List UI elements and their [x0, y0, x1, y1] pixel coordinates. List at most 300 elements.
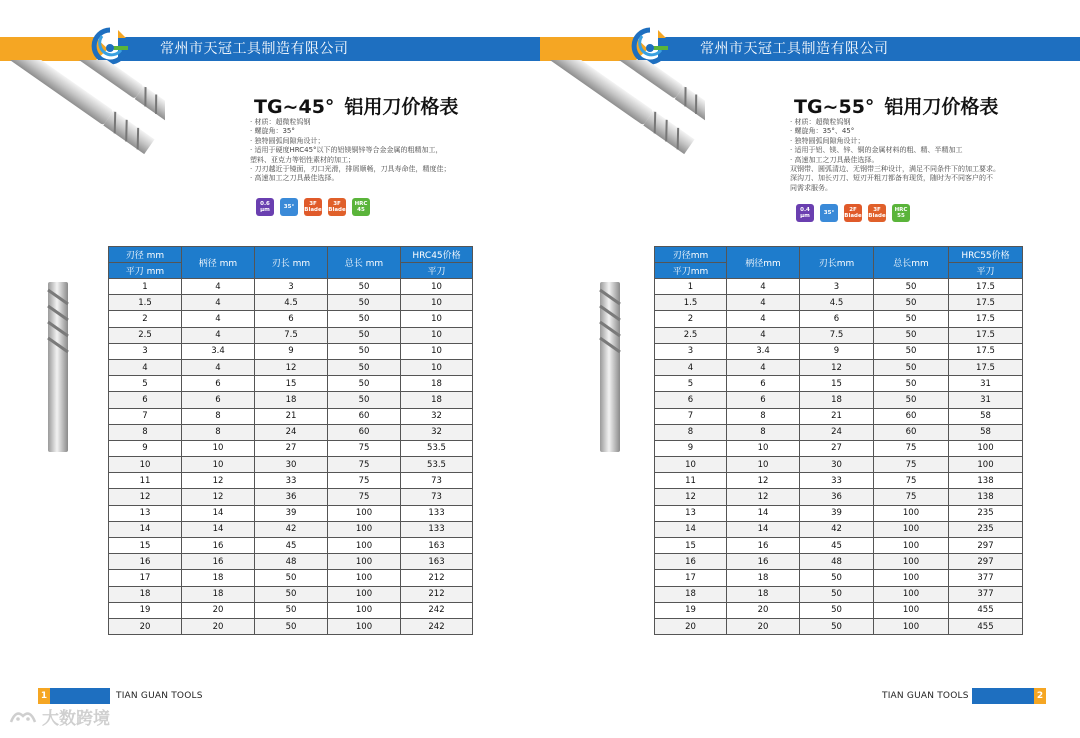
end-mill-illustration-icon	[540, 60, 705, 170]
table-row	[109, 554, 473, 570]
table-cell: 18	[655, 586, 727, 602]
table-cell: 18	[182, 586, 255, 602]
table-cell: 4.5	[800, 295, 874, 311]
table-cell: 12	[182, 489, 255, 505]
table-cell: 2	[109, 311, 182, 327]
table-cell: 10	[182, 440, 255, 456]
table-row	[109, 538, 473, 554]
table-cell: 42	[255, 521, 328, 537]
table-row	[655, 376, 1023, 392]
table-cell: 42	[800, 521, 874, 537]
header-total-length: 总长mm	[874, 247, 949, 279]
feature-item: 同需求服务。	[790, 183, 832, 192]
table-cell: 9	[255, 343, 328, 359]
table-cell: 24	[255, 424, 328, 440]
table-cell: 50	[800, 586, 874, 602]
table-cell: 75	[328, 489, 401, 505]
table-cell: 12	[727, 489, 800, 505]
table-cell: 16	[109, 554, 182, 570]
feature-item: · 材质：超微粒钨钢	[790, 118, 851, 126]
table-cell: 17	[109, 570, 182, 586]
table-cell: 5	[109, 376, 182, 392]
footer-blue-bar	[972, 688, 1034, 704]
table-row	[655, 505, 1023, 521]
header-price: HRC45价格	[401, 247, 473, 263]
table-row	[655, 408, 1023, 424]
table-cell: 377	[949, 586, 1023, 602]
table-cell: 10	[655, 457, 727, 473]
table-row	[109, 521, 473, 537]
table-cell: 6	[182, 392, 255, 408]
table-cell: 48	[800, 554, 874, 570]
table-cell: 39	[800, 505, 874, 521]
table-row	[655, 618, 1023, 634]
table-cell: 12	[727, 473, 800, 489]
table-cell: 5	[655, 376, 727, 392]
feature-item: · 适用于硬度HRC45°以下的铝镁铜锌等合金金属的粗精加工，	[250, 146, 443, 155]
table-cell: 39	[255, 505, 328, 521]
table-cell: 100	[874, 602, 949, 618]
table-cell: 50	[874, 327, 949, 343]
table-row	[655, 327, 1023, 343]
table-cell: 133	[401, 521, 473, 537]
table-cell: 3.4	[182, 343, 255, 359]
table-cell: 10	[401, 311, 473, 327]
table-row	[655, 392, 1023, 408]
table-cell: 2.5	[109, 327, 182, 343]
table-cell: 297	[949, 538, 1023, 554]
table-cell: 50	[874, 279, 949, 295]
table-cell: 6	[727, 392, 800, 408]
table-cell: 60	[874, 424, 949, 440]
table-cell: 17	[655, 570, 727, 586]
spec-badges	[256, 198, 370, 216]
table-cell: 58	[949, 424, 1023, 440]
table-cell: 20	[727, 602, 800, 618]
table-row	[109, 343, 473, 359]
header-shank-diameter: 柄径 mm	[182, 247, 255, 279]
table-cell: 13	[109, 505, 182, 521]
table-cell: 18	[109, 586, 182, 602]
flute-count-badge-icon: 3F Blade	[868, 204, 886, 222]
table-cell: 4	[182, 279, 255, 295]
table-cell: 36	[255, 489, 328, 505]
table-cell: 6	[655, 392, 727, 408]
table-cell: 4	[182, 359, 255, 375]
header-price: HRC55价格	[949, 247, 1023, 263]
table-cell: 75	[874, 440, 949, 456]
table-cell: 75	[328, 473, 401, 489]
table-cell: 33	[800, 473, 874, 489]
table-row	[109, 279, 473, 295]
table-cell: 7	[109, 408, 182, 424]
table-row	[109, 618, 473, 634]
table-cell: 14	[182, 521, 255, 537]
model-name: TG~45°	[254, 96, 335, 118]
table-row	[109, 586, 473, 602]
table-cell: 31	[949, 392, 1023, 408]
table-cell: 242	[401, 602, 473, 618]
table-row	[655, 311, 1023, 327]
table-cell: 4	[182, 327, 255, 343]
table-cell: 4	[727, 279, 800, 295]
watermark-text: 大数跨境	[42, 709, 110, 729]
company-name: 常州市天冠工具制造有限公司	[160, 41, 349, 57]
title-description: 铝用刀价格表	[344, 96, 459, 118]
table-cell: 455	[949, 618, 1023, 634]
table-row	[109, 440, 473, 456]
table-cell: 20	[109, 618, 182, 634]
table-cell: 17.5	[949, 295, 1023, 311]
table-cell: 3	[109, 343, 182, 359]
table-cell: 10	[401, 327, 473, 343]
feature-item: · 高速加工之刀具最佳选择。	[790, 155, 879, 164]
table-row	[655, 602, 1023, 618]
table-row	[655, 295, 1023, 311]
table-cell: 4	[727, 295, 800, 311]
table-cell: 2	[655, 311, 727, 327]
table-cell: 4	[727, 327, 800, 343]
table-cell: 100	[328, 538, 401, 554]
table-row	[655, 424, 1023, 440]
table-row	[655, 521, 1023, 537]
table-cell: 100	[874, 618, 949, 634]
table-row	[109, 392, 473, 408]
footer-brand: TIAN GUAN TOOLS	[116, 691, 203, 701]
page-footer	[540, 688, 1080, 704]
table-cell: 4	[727, 359, 800, 375]
header-edge-diameter: 刃径mm	[655, 247, 727, 263]
table-cell: 20	[727, 618, 800, 634]
table-cell: 1.5	[109, 295, 182, 311]
table-cell: 4	[727, 311, 800, 327]
table-cell: 100	[874, 505, 949, 521]
table-cell: 50	[874, 311, 949, 327]
table-cell: 30	[800, 457, 874, 473]
table-cell: 15	[109, 538, 182, 554]
table-cell: 73	[401, 489, 473, 505]
table-cell: 50	[800, 602, 874, 618]
table-cell: 75	[874, 489, 949, 505]
table-cell: 16	[727, 538, 800, 554]
table-cell: 6	[727, 376, 800, 392]
header-price-flat: 平刀	[949, 263, 1023, 279]
table-cell: 50	[255, 570, 328, 586]
table-cell: 58	[949, 408, 1023, 424]
table-cell: 8	[182, 408, 255, 424]
table-cell: 14	[727, 505, 800, 521]
table-cell: 19	[655, 602, 727, 618]
table-cell: 20	[655, 618, 727, 634]
table-cell: 3	[255, 279, 328, 295]
table-cell: 10	[109, 457, 182, 473]
table-cell: 60	[328, 408, 401, 424]
table-row	[655, 586, 1023, 602]
table-cell: 11	[655, 473, 727, 489]
table-cell: 100	[874, 521, 949, 537]
table-cell: 24	[800, 424, 874, 440]
table-cell: 75	[874, 457, 949, 473]
table-cell: 12	[255, 359, 328, 375]
table-cell: 12	[182, 473, 255, 489]
table-cell: 4	[655, 359, 727, 375]
table-cell: 8	[727, 408, 800, 424]
table-cell: 13	[655, 505, 727, 521]
table-row	[655, 440, 1023, 456]
table-row	[655, 538, 1023, 554]
table-cell: 18	[800, 392, 874, 408]
table-cell: 16	[727, 554, 800, 570]
header-price-flat: 平刀	[401, 263, 473, 279]
table-cell: 163	[401, 538, 473, 554]
table-cell: 36	[800, 489, 874, 505]
table-cell: 2.5	[655, 327, 727, 343]
table-cell: 6	[800, 311, 874, 327]
feature-item: · 独特圆弧间隙角设计；	[250, 136, 325, 145]
header-edge-diameter: 刃径 mm	[109, 247, 182, 263]
table-cell: 235	[949, 521, 1023, 537]
table-cell: 75	[328, 457, 401, 473]
table-cell: 100	[328, 554, 401, 570]
table-cell: 50	[328, 343, 401, 359]
table-row	[655, 279, 1023, 295]
table-cell: 17.5	[949, 311, 1023, 327]
table-cell: 50	[328, 311, 401, 327]
table-row	[655, 343, 1023, 359]
price-table-title	[794, 92, 998, 119]
page-number: 2	[1034, 688, 1046, 704]
table-cell: 16	[182, 554, 255, 570]
table-cell: 18	[182, 570, 255, 586]
feature-item: · 适用于铝、镁、锌、铜的金属材料的粗、精、半精加工	[790, 146, 963, 155]
table-row	[655, 489, 1023, 505]
table-cell: 18	[727, 586, 800, 602]
header-shank-diameter: 柄径mm	[727, 247, 800, 279]
table-cell: 15	[800, 376, 874, 392]
table-cell: 32	[401, 424, 473, 440]
table-cell: 4	[109, 359, 182, 375]
table-cell: 100	[328, 570, 401, 586]
table-cell: 14	[655, 521, 727, 537]
table-cell: 50	[255, 586, 328, 602]
table-cell: 50	[874, 295, 949, 311]
table-cell: 1	[109, 279, 182, 295]
header-flat-end: 平刀 mm	[109, 263, 182, 279]
table-cell: 18	[727, 570, 800, 586]
table-row	[109, 602, 473, 618]
table-cell: 12	[109, 489, 182, 505]
table-cell: 3.4	[727, 343, 800, 359]
table-cell: 100	[874, 538, 949, 554]
table-cell: 15	[255, 376, 328, 392]
table-cell: 48	[255, 554, 328, 570]
spec-badges	[796, 204, 910, 222]
table-cell: 100	[328, 602, 401, 618]
table-cell: 18	[401, 376, 473, 392]
table-cell: 9	[800, 343, 874, 359]
table-cell: 100	[874, 570, 949, 586]
table-cell: 50	[874, 359, 949, 375]
table-cell: 50	[874, 392, 949, 408]
price-table	[654, 246, 1023, 635]
table-row	[655, 473, 1023, 489]
table-row	[109, 489, 473, 505]
table-cell: 7.5	[800, 327, 874, 343]
table-cell: 8	[727, 424, 800, 440]
table-row	[109, 311, 473, 327]
flute-count-badge-icon: 3F Blade	[328, 198, 346, 216]
table-row	[109, 457, 473, 473]
table-cell: 17.5	[949, 343, 1023, 359]
header-band	[540, 37, 1080, 61]
model-name: TG~55°	[794, 96, 875, 118]
table-cell: 17.5	[949, 279, 1023, 295]
page-number: 1	[38, 688, 50, 704]
table-row	[109, 376, 473, 392]
table-cell: 31	[949, 376, 1023, 392]
table-cell: 242	[401, 618, 473, 634]
feature-item: · 螺旋角：35°、45°	[790, 127, 855, 136]
helix-angle-badge-icon: 35°	[820, 204, 838, 222]
table-cell: 138	[949, 489, 1023, 505]
table-cell: 10	[727, 440, 800, 456]
table-cell: 21	[255, 408, 328, 424]
table-cell: 50	[255, 618, 328, 634]
table-cell: 32	[401, 408, 473, 424]
table-row	[109, 505, 473, 521]
table-cell: 100	[328, 586, 401, 602]
table-cell: 10	[401, 359, 473, 375]
header-total-length: 总长 mm	[328, 247, 401, 279]
table-cell: 10	[401, 295, 473, 311]
table-cell: 33	[255, 473, 328, 489]
table-cell: 16	[655, 554, 727, 570]
hardness-badge-icon: HRC 55	[892, 204, 910, 222]
table-cell: 50	[874, 343, 949, 359]
flute-count-badge-icon: 2F Blade	[844, 204, 862, 222]
table-row	[109, 327, 473, 343]
table-cell: 16	[182, 538, 255, 554]
table-cell: 7	[655, 408, 727, 424]
price-table	[108, 246, 473, 635]
table-row	[109, 408, 473, 424]
table-row	[655, 457, 1023, 473]
watermark-logo-icon	[8, 706, 38, 728]
table-cell: 138	[949, 473, 1023, 489]
footer-brand: TIAN GUAN TOOLS	[882, 691, 969, 701]
feature-item: · 刀刃越近于镜面，刃口光滑，排屑顺畅，刀具寿命佳，精度佳；	[250, 165, 451, 174]
feature-item: 双钢带、圆弧清边、无钢带三种设计，满足不同条件下的加工要求。	[790, 165, 1000, 174]
table-cell: 50	[255, 602, 328, 618]
table-cell: 50	[328, 376, 401, 392]
end-mill-vertical-icon	[44, 282, 72, 452]
table-cell: 100	[328, 618, 401, 634]
header-band	[0, 37, 540, 61]
table-row	[655, 359, 1023, 375]
end-mill-vertical-icon	[596, 282, 624, 452]
table-cell: 53.5	[401, 440, 473, 456]
grain-size-badge-icon: 0.6 μm	[256, 198, 274, 216]
table-cell: 18	[401, 392, 473, 408]
end-mill-illustration-icon	[0, 60, 165, 170]
title-description: 铝用刀价格表	[884, 96, 999, 118]
table-cell: 53.5	[401, 457, 473, 473]
table-cell: 8	[182, 424, 255, 440]
table-cell: 163	[401, 554, 473, 570]
table-row	[655, 570, 1023, 586]
table-cell: 3	[655, 343, 727, 359]
table-cell: 6	[255, 311, 328, 327]
table-cell: 19	[109, 602, 182, 618]
table-cell: 100	[949, 457, 1023, 473]
table-cell: 60	[328, 424, 401, 440]
table-cell: 50	[874, 376, 949, 392]
table-cell: 7.5	[255, 327, 328, 343]
table-cell: 27	[255, 440, 328, 456]
table-cell: 50	[800, 618, 874, 634]
table-cell: 11	[109, 473, 182, 489]
table-cell: 212	[401, 570, 473, 586]
feature-item: · 高速加工之刀具最佳选择。	[250, 174, 339, 183]
table-row	[109, 359, 473, 375]
table-cell: 3	[800, 279, 874, 295]
table-cell: 50	[328, 295, 401, 311]
table-cell: 1.5	[655, 295, 727, 311]
table-cell: 12	[655, 489, 727, 505]
table-row	[109, 424, 473, 440]
table-cell: 50	[328, 327, 401, 343]
table-cell: 6	[182, 376, 255, 392]
table-cell: 73	[401, 473, 473, 489]
table-cell: 20	[182, 602, 255, 618]
table-cell: 21	[800, 408, 874, 424]
table-cell: 297	[949, 554, 1023, 570]
table-cell: 20	[182, 618, 255, 634]
table-cell: 14	[109, 521, 182, 537]
table-row	[109, 473, 473, 489]
helix-angle-badge-icon: 35°	[280, 198, 298, 216]
table-cell: 6	[109, 392, 182, 408]
table-cell: 100	[874, 586, 949, 602]
table-cell: 100	[874, 554, 949, 570]
table-cell: 15	[655, 538, 727, 554]
table-cell: 45	[800, 538, 874, 554]
hardness-badge-icon: HRC 45	[352, 198, 370, 216]
watermark	[8, 704, 110, 729]
table-cell: 235	[949, 505, 1023, 521]
table-cell: 9	[109, 440, 182, 456]
table-cell: 1	[655, 279, 727, 295]
table-cell: 45	[255, 538, 328, 554]
table-cell: 455	[949, 602, 1023, 618]
table-cell: 377	[949, 570, 1023, 586]
table-cell: 12	[800, 359, 874, 375]
flute-count-badge-icon: 3F Blade	[304, 198, 322, 216]
company-name: 常州市天冠工具制造有限公司	[700, 41, 889, 57]
table-cell: 100	[949, 440, 1023, 456]
table-cell: 9	[655, 440, 727, 456]
table-cell: 8	[655, 424, 727, 440]
catalog-page-2	[540, 0, 1080, 738]
table-cell: 50	[328, 392, 401, 408]
table-cell: 100	[328, 521, 401, 537]
header-flat-end: 平刀mm	[655, 263, 727, 279]
table-cell: 14	[182, 505, 255, 521]
table-cell: 27	[800, 440, 874, 456]
table-cell: 75	[874, 473, 949, 489]
price-table-title	[254, 92, 458, 119]
header-edge-length: 刃长mm	[800, 247, 874, 279]
